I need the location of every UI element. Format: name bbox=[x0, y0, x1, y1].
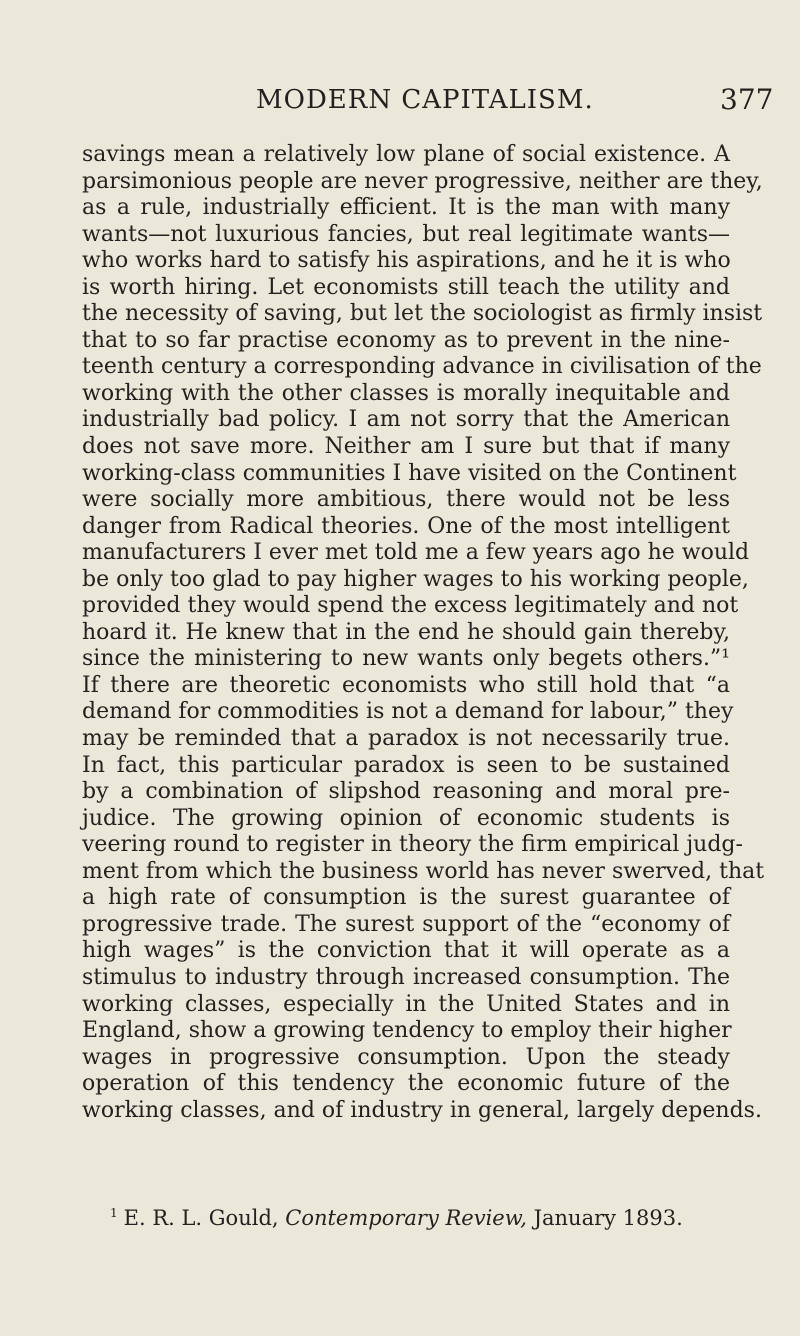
text-line: England, show a growing tendency to employ their higher bbox=[82, 1018, 732, 1044]
text-line: savings mean a relatively low plane of social existence. A bbox=[82, 142, 730, 167]
text-line: is worth hiring. Let economists still teach the utility and bbox=[82, 274, 730, 300]
footnote-author: E. R. L. Gould, bbox=[123, 1206, 279, 1230]
text-line: may be reminded that a paradox is not necessarily true. bbox=[82, 726, 730, 752]
text-line: since the ministering to new wants only begets others.”¹ bbox=[82, 646, 730, 672]
footnote bbox=[110, 1200, 730, 1231]
text-line: parsimonious people are never progressive, neither are they, bbox=[82, 168, 763, 194]
text-line: who works hard to satisfy his aspirations, and he it is who bbox=[82, 248, 731, 274]
text-line: In fact, this particular paradox is seen to be sustained bbox=[82, 752, 730, 778]
text-line: working classes, especially in the United States and in bbox=[82, 991, 730, 1017]
text-line: manufacturers I ever met told me a few years ago he would bbox=[82, 540, 750, 566]
text-line: wants—not luxurious fancies, but real legitimate wants— bbox=[82, 221, 730, 247]
text-line: teenth century a corresponding advance in civilisation of the bbox=[82, 354, 762, 380]
running-head-title: MODERN CAPITALISM. bbox=[256, 85, 594, 115]
text-line: high wages” is the conviction that it will operate as a bbox=[82, 938, 730, 964]
text-line: demand for commodities is not a demand for labour,” they bbox=[82, 699, 734, 725]
text-line: as a rule, industrially efficient. It is the man with many bbox=[82, 195, 730, 221]
text-line: a high rate of consumption is the surest guarantee of bbox=[82, 885, 730, 911]
text-line: ment from which the business world has never swerved, that bbox=[82, 858, 765, 884]
text-line: judice. The growing opinion of economic students is bbox=[82, 805, 730, 831]
footnote-date: January 1893. bbox=[533, 1206, 683, 1230]
text-line: If there are theoretic economists who still hold that “a bbox=[82, 672, 730, 698]
text-line: were socially more ambitious, there would not be less bbox=[82, 487, 730, 513]
text-line: that to so far practise economy as to prevent in the nine- bbox=[82, 327, 730, 353]
text-line: veering round to register in theory the firm empirical judg- bbox=[82, 832, 743, 858]
text-line: wages in progressive consumption. Upon the steady bbox=[82, 1044, 730, 1070]
text-line: the necessity of saving, but let the sociologist as firmly insist bbox=[82, 301, 763, 327]
text-line: be only too glad to pay higher wages to his working people, bbox=[82, 566, 749, 592]
text-line: does not save more. Neither am I sure but that if many bbox=[82, 434, 730, 460]
text-line: hoard it. He knew that in the end he should gain thereby, bbox=[82, 619, 730, 645]
page-number: 377 bbox=[720, 83, 774, 116]
text-line: working classes, and of industry in general, largely depends. bbox=[82, 1097, 762, 1123]
footnote-journal: Contemporary Review, bbox=[285, 1206, 527, 1230]
text-line: danger from Radical theories. One of the most intelligent bbox=[82, 513, 730, 539]
text-line: progressive trade. The surest support of the “economy of bbox=[82, 911, 730, 937]
text-line: working with the other classes is morally inequitable and bbox=[82, 380, 730, 406]
text-line: working-class communities I have visited on the Continent bbox=[82, 460, 737, 486]
text-line: stimulus to industry through increased consumption. The bbox=[82, 964, 730, 990]
text-line: industrially bad policy. I am not sorry that the American bbox=[82, 407, 730, 433]
text-line: by a combination of slipshod reasoning and moral pre- bbox=[82, 779, 730, 805]
text-line: operation of this tendency the economic future of the bbox=[82, 1071, 730, 1097]
footnote-marker: 1 bbox=[110, 1206, 118, 1220]
body-paragraph bbox=[82, 142, 765, 1124]
text-line: provided they would spend the excess legitimately and not bbox=[82, 593, 739, 619]
